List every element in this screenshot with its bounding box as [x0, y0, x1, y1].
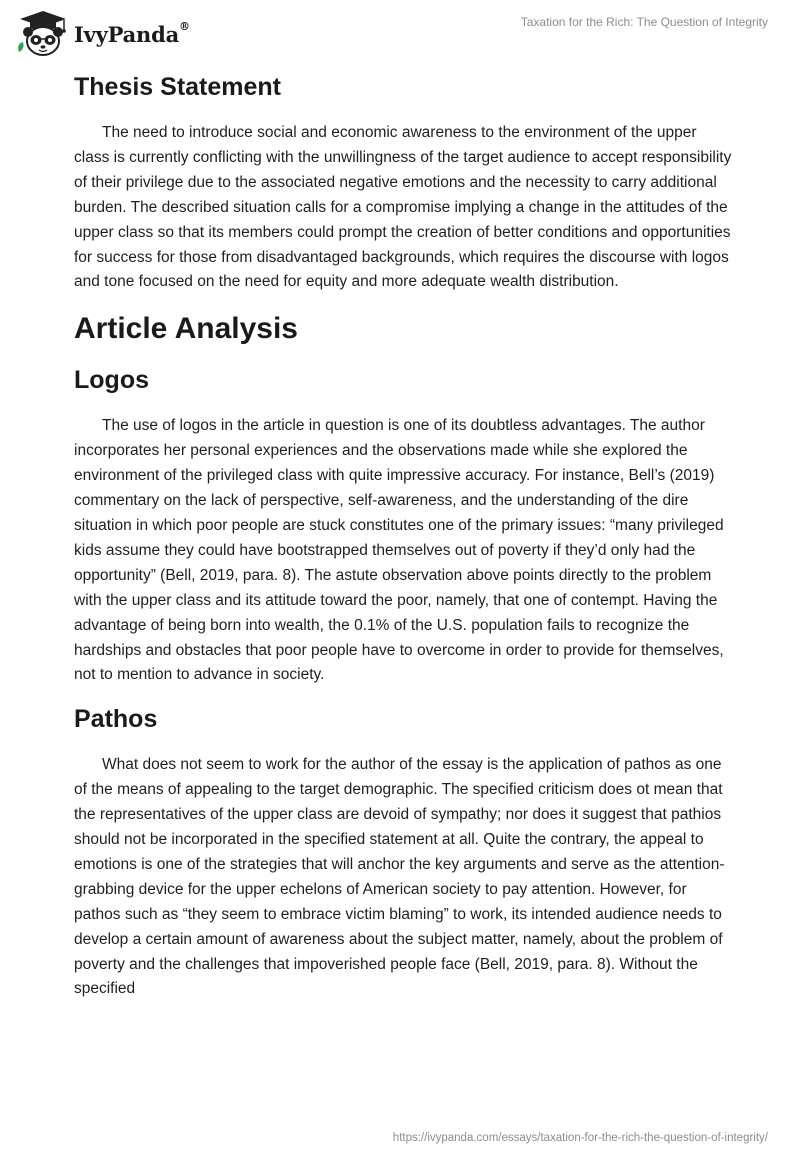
- paragraph-pathos: What does not seem to work for the author of the essay is the application of pathos as one of the means of appealing to the target demographic. The specified criticism does ot mean that the representatives of the upper class are devoid of sympathy; nor does it suggest that pathios should not be incorporated in the specified statement at all. Quite the contrary, the appeal to emotions is one of the strategies that will anchor the key arguments and serve as the attention-grabbing device for the upper echelons of American society to pay attention. However, for pathos such as “they seem to embrace victim blaming” to work, its intended audience needs to develop a certain amount of awareness about the subject matter, namely, about the problem of poverty and the challenges that impoverished people face (Bell, 2019, para. 8). Without the specified: [74, 756, 725, 998]
- running-title: Taxation for the Rich: The Question of Integrity: [520, 15, 768, 29]
- paragraph-logos: The use of logos in the article in question is one of its doubtless advantages. The author incorporates her personal experiences and the observations made while she explored the environment of the privileged class with quite impressive accuracy. For instance, Bell’s (2019) commentary on the lack of perspective, self-awareness, and the understanding of the dire situation in which poor people are stuck constitutes one of the primary issues: “many privileged kids assume they could have bootstrapped themselves out of poverty if they’d only had the opportunity” (Bell, 2019, para. 8). The astute observation above points directly to the problem with the upper class and its attitude toward the poor, namely, that one of contempt. Having the advantage of being born into wealth, the 0.1% of the U.S. population fails to recognize the hardships and obstacles that poor people have to overcome in order to provide for themselves, not to mention to advance in society.: [74, 417, 724, 684]
- source-url[interactable]: https://ivypanda.com/essays/taxation-for-the-rich-the-question-of-integrity/: [392, 1132, 768, 1144]
- document-body: [74, 66, 734, 1002]
- heading-article-analysis: Article Analysis: [74, 312, 298, 346]
- heading-thesis-statement: Thesis Statement: [74, 73, 282, 101]
- paragraph-thesis: The need to introduce social and economic awareness to the environment of the upper class is currently conflicting with the unwillingness of the target audience to accept responsibility of their privilege due to the associated negative emotions and the necessity to carry additional burden. The described situation calls for a compromise implying a change in the attitudes of the upper class so that its members could prompt the creation of better conditions and opportunities for success for those from disadvantaged backgrounds, which requires the discourse with logos and tone focused on the need for equity and more adequate wealth distribution.: [74, 124, 732, 291]
- heading-pathos: Pathos: [74, 705, 158, 734]
- panda-graduate-icon: [14, 8, 72, 60]
- ivypanda-logo[interactable]: [14, 8, 224, 60]
- brand-name: IvyPanda®: [74, 19, 190, 47]
- heading-logos: Logos: [74, 366, 149, 395]
- page-header: [0, 0, 800, 66]
